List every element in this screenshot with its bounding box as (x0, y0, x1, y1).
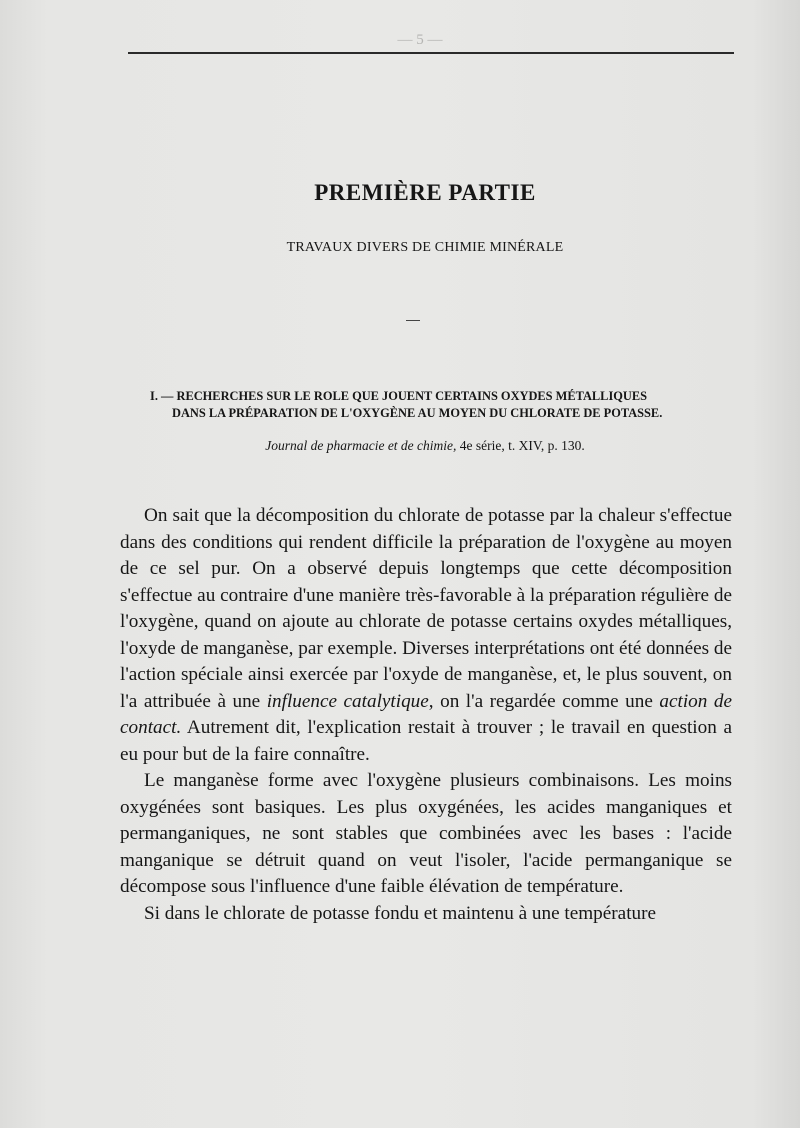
header-rule (128, 52, 734, 54)
italic-phrase: action de contact. (120, 690, 732, 738)
article-heading (150, 388, 730, 422)
text-segment: Si dans le chlorate de potasse fondu et maintenu à une température (144, 902, 657, 924)
page-number: — 5 — (397, 32, 443, 48)
article-heading-line-2: DANS LA PRÉPARATION DE L'OXYGÈNE AU MOYEN DU CHLORATE DE POTASSE. (172, 406, 663, 420)
citation-journal: Journal de pharmacie et de chimie, (265, 438, 457, 453)
part-title: PREMIÈRE PARTIE (314, 180, 536, 205)
citation-details: 4e série, t. XIV, p. 130. (459, 438, 585, 453)
text-segment: Autrement dit, l'explication restait à trouver ; le travail en question a eu pour but de la faire connaître. (120, 717, 732, 765)
article-citation (0, 438, 800, 454)
text-segment: , on l'a regardée comme une (428, 690, 660, 712)
paragraph (120, 503, 732, 768)
text-segment: On sait que la décomposition du chlorate de potasse par la chaleur s'effectue dans des conditions qui rendent difficile la préparation de l'oxygène au moyen de ce sel pur. On a observé depuis longtemps que cette décomposition s'effectue au contraire d'une manière très-favorable à la préparation régulière de l'oxygène, quand on ajoute au chlorate de potasse certains oxydes métalliques, l'oxyde de manganèse, par exemple. Diverses interprétations ont été données de l'action spéciale ainsi exercée par l'oxyde de manganèse, et, le plus souvent, on l'a attribuée à une (120, 505, 732, 712)
section-divider (406, 320, 420, 321)
article-heading-line-1: I. — RECHERCHES SUR LE ROLE QUE JOUENT CERTAINS OXYDES MÉTALLIQUES (150, 389, 648, 403)
text-segment: Le manganèse forme avec l'oxygène plusieurs combinaisons. Les moins oxygénées sont basiques. Les plus oxygénées, les acides manganiques et permanganiques, ne sont stables que combinées avec les bases : l'acide manganique se détruit quand on veut l'isoler, l'acide permanganique se décompose sous l'influence d'une faible élévation de température. (120, 770, 732, 897)
body-text (120, 503, 732, 927)
paragraph (120, 901, 732, 928)
italic-phrase: influence catalytique (266, 690, 429, 712)
part-subtitle: TRAVAUX DIVERS DE CHIMIE MINÉRALE (286, 240, 564, 255)
paragraph (120, 768, 732, 901)
